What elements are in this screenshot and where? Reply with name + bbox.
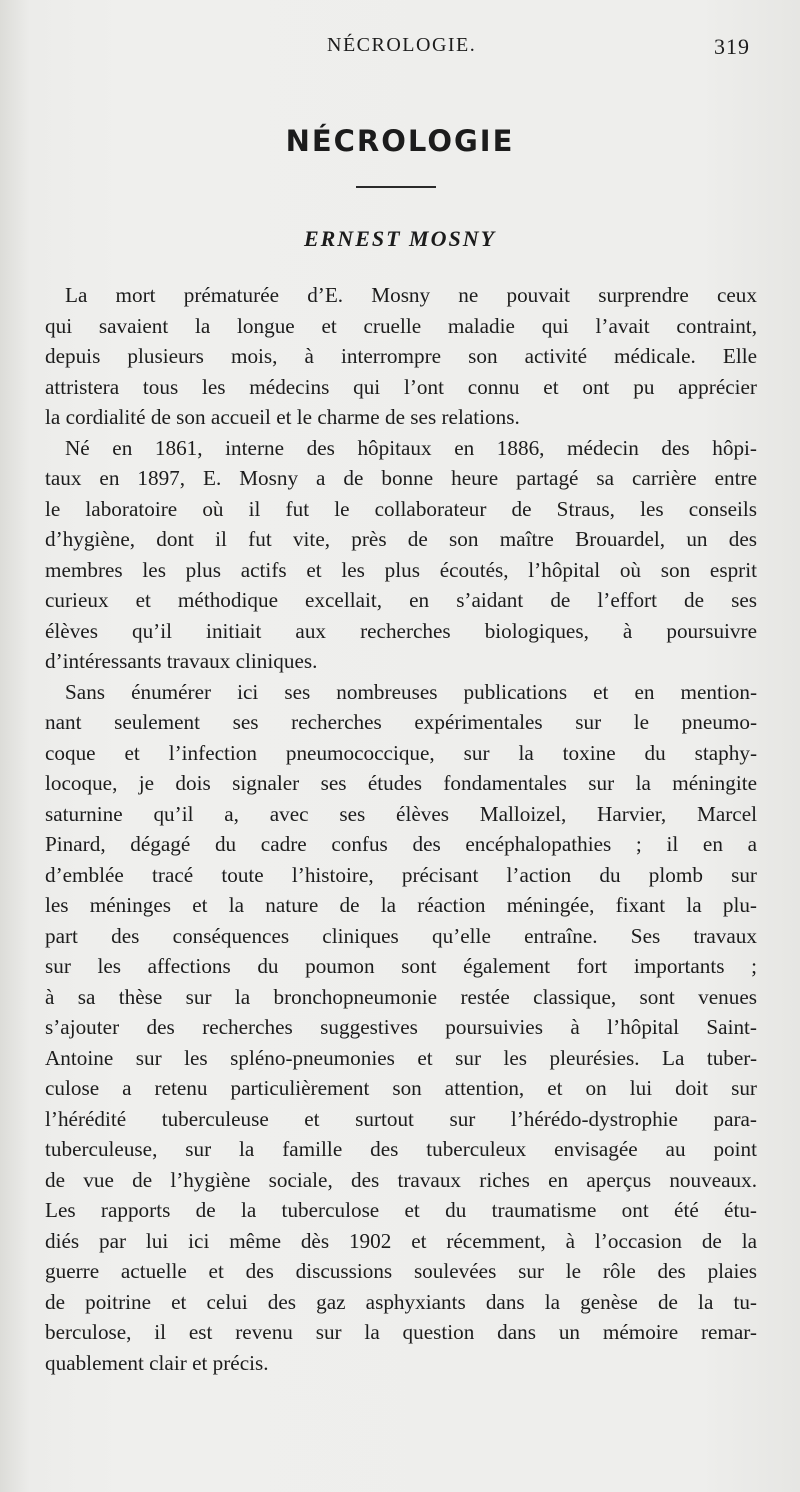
text-line: Pinard, dégagé du cadre confus des encéphalopathies ; il en a (45, 832, 757, 856)
text-line: de poitrine et celui des gaz asphyxiants dans la genèse de la tu- (45, 1289, 757, 1314)
obituary-body (45, 280, 757, 1378)
text-line: la cordialité de son accueil et le charme de ses relations. (45, 405, 520, 429)
text-line: saturnine qu’il a, avec ses élèves Malloizel, Harvier, Marcel (45, 801, 757, 826)
running-title: NÉCROLOGIE. (327, 34, 477, 56)
text-line: Né en 1861, interne des hôpitaux en 1886, médecin des hôpi- (65, 435, 757, 460)
text-line: quablement clair et précis. (45, 1350, 269, 1375)
text-line: qui savaient la longue et cruelle maladie qui l’avait contraint, (45, 313, 757, 338)
text-line: taux en 1897, E. Mosny a de bonne heure partagé sa carrière entre (45, 466, 757, 490)
text-line: locoque, je dois signaler ses études fondamentales sur la méningite (45, 771, 757, 795)
text-line: tuberculeuse, sur la famille des tuberculeux envisagée au point (45, 1137, 757, 1161)
page-number: 319 (714, 34, 750, 59)
text-line: Antoine sur les spléno-pneumonies et sur les pleurésies. La tuber- (45, 1045, 757, 1070)
text-line: berculose, il est revenu sur la question dans un mémoire remar- (45, 1320, 757, 1344)
text-line: Les rapports de la tuberculose et du traumatisme ont été étu- (45, 1198, 757, 1222)
text-line: curieux et méthodique excellait, en s’aidant de l’effort de ses (45, 588, 757, 612)
text-line: Sans énumérer ici ses nombreuses publications et en mention- (65, 679, 757, 704)
paragraph (45, 433, 757, 677)
text-line: La mort prématurée d’E. Mosny ne pouvait surprendre ceux (65, 283, 757, 307)
paragraph (45, 677, 757, 1379)
running-header (0, 34, 800, 64)
text-line: part des conséquences cliniques qu’elle entraîne. Ses travaux (45, 923, 757, 948)
text-line: d’hygiène, dont il fut vite, près de son maître Brouardel, un des (45, 527, 757, 551)
obituary-subject-name: ERNEST MOSNY (303, 226, 497, 251)
text-line: culose a retenu particulièrement son attention, et on lui doit sur (45, 1076, 757, 1100)
text-line: de vue de l’hygiène sociale, des travaux riches en aperçus nouveaux. (45, 1167, 757, 1192)
text-line: guerre actuelle et des discussions soulevées sur le rôle des plaies (45, 1259, 757, 1283)
text-line: diés par lui ici même dès 1902 et récemment, à l’occasion de la (45, 1228, 757, 1253)
text-line: élèves qu’il initiait aux recherches biologiques, à poursuivre (45, 618, 757, 643)
text-line: depuis plusieurs mois, à interrompre son activité médicale. Elle (45, 344, 757, 368)
section-heading: NÉCROLOGIE (285, 124, 515, 158)
text-line: à sa thèse sur la bronchopneumonie restée classique, sont venues (45, 984, 757, 1009)
text-line: attristera tous les médecins qui l’ont connu et ont pu apprécier (45, 374, 757, 399)
text-line: coque et l’infection pneumococcique, sur la toxine du staphy- (45, 740, 757, 765)
text-line: d’emblée tracé toute l’histoire, précisant l’action du plomb sur (45, 862, 757, 887)
heading-rule (356, 186, 436, 188)
text-line: l’hérédité tuberculeuse et surtout sur l’hérédo-dystrophie para- (45, 1106, 757, 1131)
text-line: les méninges et la nature de la réaction méningée, fixant la plu- (45, 893, 757, 917)
text-line: s’ajouter des recherches suggestives poursuivies à l’hôpital Saint- (45, 1015, 757, 1039)
paragraph (45, 280, 757, 433)
text-line: sur les affections du poumon sont également fort importants ; (45, 954, 757, 978)
text-line: membres les plus actifs et les plus écoutés, l’hôpital où son esprit (45, 557, 757, 582)
text-line: d’intéressants travaux cliniques. (45, 649, 318, 673)
text-line: le laboratoire où il fut le collaborateur de Straus, les conseils (45, 496, 757, 521)
text-line: nant seulement ses recherches expérimentales sur le pneumo- (45, 710, 757, 734)
